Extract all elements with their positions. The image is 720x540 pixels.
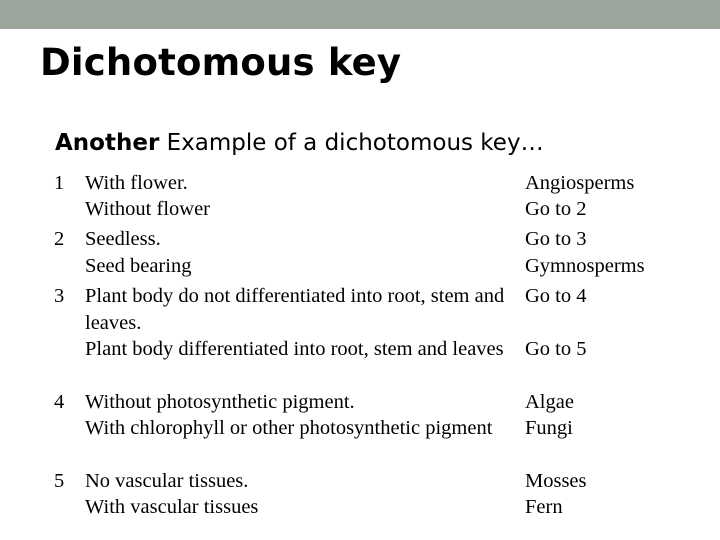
step-4-number: 4 — [54, 391, 65, 413]
subtitle-rest: Example of a dichotomous key… — [159, 130, 544, 156]
step-2-number: 2 — [54, 228, 65, 250]
subtitle-lead: Another — [55, 130, 160, 156]
step-2-option-b-result: Gymnosperms — [525, 255, 645, 277]
step-4-option-b-result: Fungi — [525, 417, 573, 439]
step-3-option-b-result: Go to 5 — [525, 338, 587, 360]
step-1-number: 1 — [54, 172, 65, 194]
step-1-option-b-result: Go to 2 — [525, 198, 587, 220]
step-3-option-a-result: Go to 4 — [525, 285, 587, 307]
step-4-option-b: With chlorophyll or other photosynthetic pigment — [85, 417, 493, 439]
step-2-option-a: Seedless. — [85, 228, 161, 250]
step-4-option-a: Without photosynthetic pigment. — [85, 391, 355, 413]
step-5-option-b-result: Fern — [525, 496, 563, 518]
step-5-option-a-result: Mosses — [525, 470, 587, 492]
step-5-number: 5 — [54, 470, 65, 492]
step-1-option-b: Without flower — [85, 198, 210, 220]
step-3-option-b: Plant body differentiated into root, stem and leaves — [85, 338, 504, 360]
step-5-option-a: No vascular tissues. — [85, 470, 249, 492]
slide-title: Dichotomous key — [40, 41, 402, 84]
step-5-option-b: With vascular tissues — [85, 496, 259, 518]
step-2-option-a-result: Go to 3 — [525, 228, 587, 250]
step-3-option-a: Plant body do not differentiated into root, stem and leaves. — [85, 285, 505, 334]
step-1-option-a: With flower. — [85, 172, 188, 194]
step-4-option-a-result: Algae — [525, 391, 574, 413]
step-1-option-a-result: Angiosperms — [525, 172, 635, 194]
step-3-number: 3 — [54, 285, 65, 307]
step-2-option-b: Seed bearing — [85, 255, 192, 277]
